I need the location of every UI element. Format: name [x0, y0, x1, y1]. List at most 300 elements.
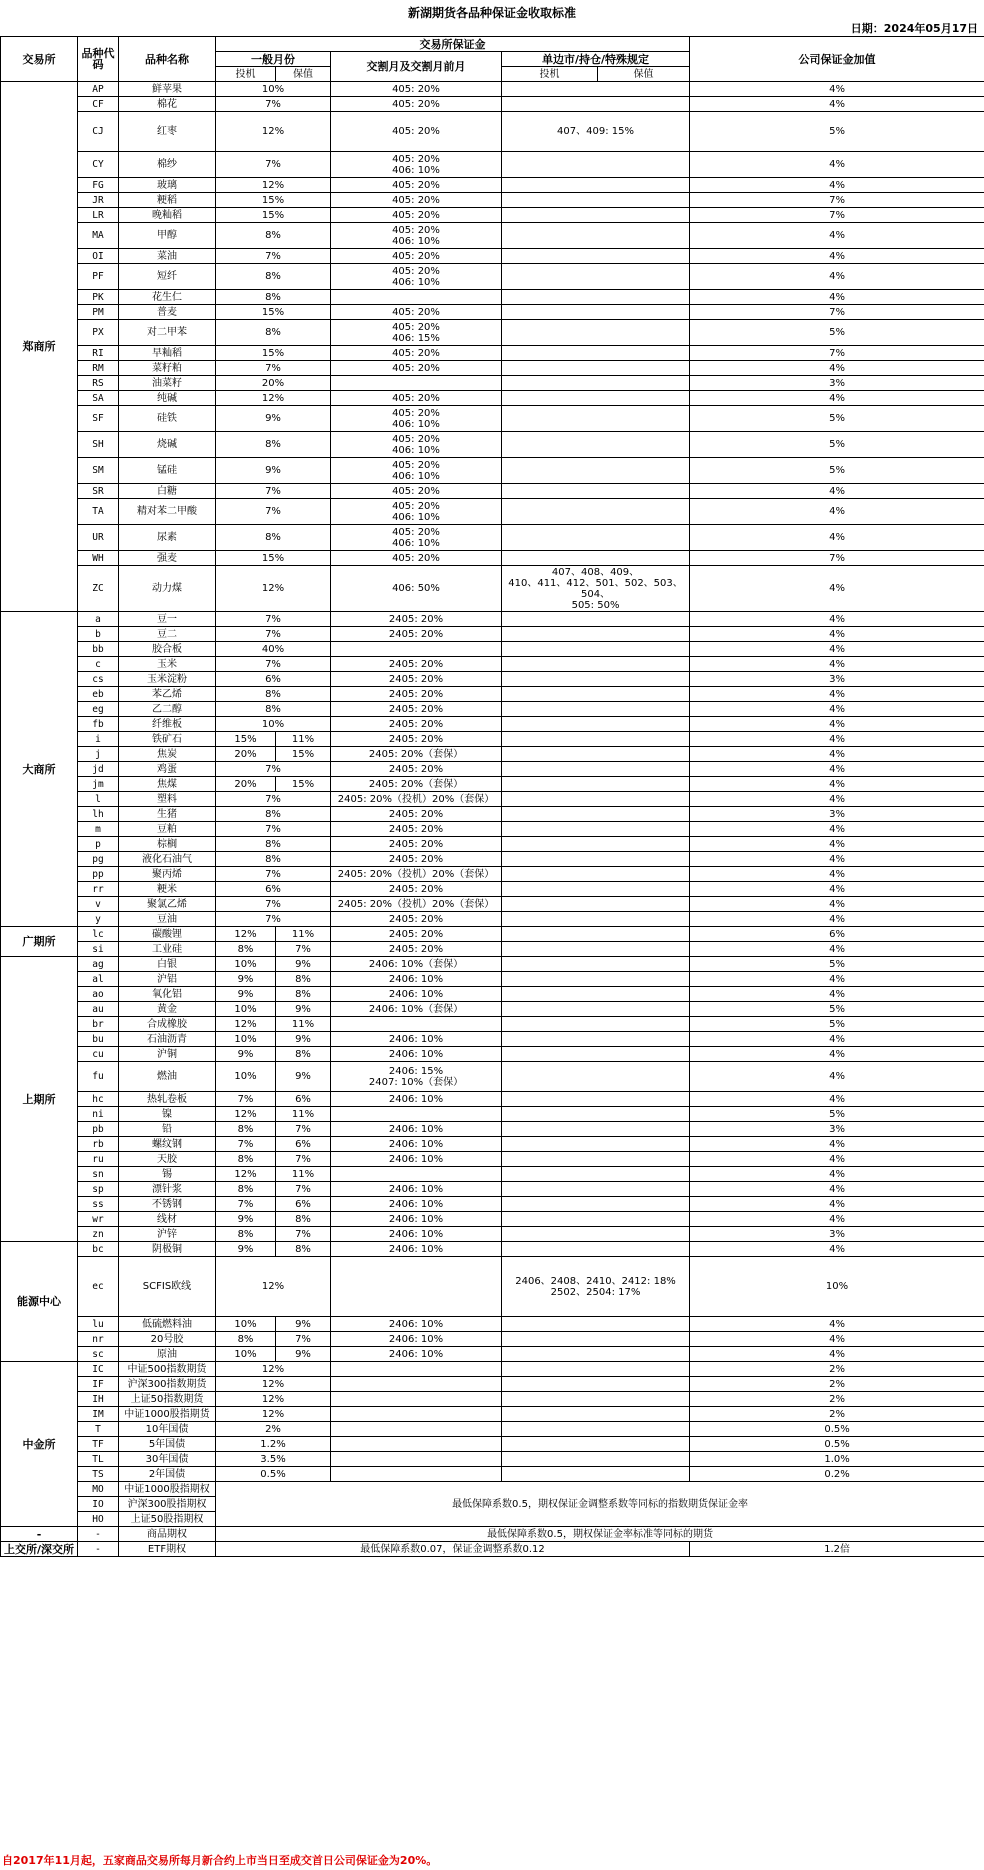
header-company-add: 公司保证金加值 [690, 37, 984, 82]
table-row [1, 1392, 984, 1407]
spec-margin: 15% [216, 305, 331, 320]
product-code: SA [78, 391, 119, 406]
product-name: 聚氯乙烯 [119, 897, 216, 912]
product-name: 棉纱 [119, 152, 216, 178]
delivery-line: 405: 20% [392, 250, 440, 262]
spec-margin: 7% [216, 792, 331, 807]
delivery-line: 406: 10% [392, 537, 440, 549]
product-code: p [78, 837, 119, 852]
product-code: TA [78, 499, 119, 525]
product-code: lu [78, 1317, 119, 1332]
product-name: 不锈钢 [119, 1197, 216, 1212]
product-code: nr [78, 1332, 119, 1347]
merged-rule: 最低保障系数0.5，期权保证金率标准等同标的期货 [216, 1527, 984, 1542]
delivery-margin [331, 627, 502, 642]
product-code: ru [78, 1152, 119, 1167]
company-add: 4% [690, 657, 984, 672]
special-rule [502, 1122, 690, 1137]
product-code: a [78, 612, 119, 627]
table-row [1, 1362, 984, 1377]
product-code: - [78, 1527, 119, 1542]
product-name: SCFIS欧线 [119, 1257, 216, 1317]
product-name: 粳米 [119, 882, 216, 897]
company-add: 4% [690, 1197, 984, 1212]
delivery-margin [331, 305, 502, 320]
company-add: 4% [690, 792, 984, 807]
product-name: 聚丙烯 [119, 867, 216, 882]
delivery-line: 406: 15% [392, 332, 440, 344]
spec-margin: 7% [216, 249, 331, 264]
delivery-margin [331, 672, 502, 687]
special-rule [502, 867, 690, 882]
delivery-line: 2405: 20% [388, 703, 444, 715]
special-rule [502, 987, 690, 1002]
product-name: 阴极铜 [119, 1242, 216, 1257]
special-rule [502, 1092, 690, 1107]
special-rule [502, 1392, 690, 1407]
table-row [1, 1242, 984, 1257]
special-rule [502, 972, 690, 987]
delivery-line: 2406: 10% [388, 973, 444, 985]
table-row [1, 432, 984, 458]
special-rule [502, 178, 690, 193]
spec-margin: 7% [216, 912, 331, 927]
special-rule [502, 792, 690, 807]
table-row [1, 551, 984, 566]
delivery-margin [331, 1362, 502, 1377]
product-name: 5年国债 [119, 1437, 216, 1452]
company-add: 5% [690, 458, 984, 484]
product-code: IC [78, 1362, 119, 1377]
product-name: 豆二 [119, 627, 216, 642]
delivery-line: 2406: 10% [388, 1183, 444, 1195]
product-name: 红枣 [119, 112, 216, 152]
delivery-line: 405: 20% [392, 433, 440, 445]
delivery-line: 2407: 10%（套保） [368, 1076, 464, 1088]
product-code: ni [78, 1107, 119, 1122]
footer-note: 自2017年11月起，五家商品交易所每月新合约上市当日至成交首日公司保证金为20%。 [2, 1854, 438, 1867]
spec-margin: 7% [216, 1092, 276, 1107]
special-rule [502, 208, 690, 223]
product-code: ao [78, 987, 119, 1002]
table-row [1, 1092, 984, 1107]
hedge-margin: 7% [276, 942, 331, 957]
spec-margin: 8% [216, 852, 331, 867]
product-name: 玉米淀粉 [119, 672, 216, 687]
delivery-margin [331, 1017, 502, 1032]
delivery-line: 2405: 20%（投机）20%（套保） [337, 868, 495, 880]
special-rule [502, 1242, 690, 1257]
hedge-margin: 11% [276, 1017, 331, 1032]
company-add: 4% [690, 1152, 984, 1167]
table-row [1, 1122, 984, 1137]
document-title: 新湖期货各品种保证金收取标准 [407, 6, 576, 20]
product-name: 豆一 [119, 612, 216, 627]
spec-margin: 15% [216, 193, 331, 208]
special-rule [502, 777, 690, 792]
company-add: 7% [690, 551, 984, 566]
product-code: TF [78, 1437, 119, 1452]
delivery-margin [331, 1392, 502, 1407]
product-code: PM [78, 305, 119, 320]
special-rule [502, 1002, 690, 1017]
product-code: CJ [78, 112, 119, 152]
company-add: 4% [690, 642, 984, 657]
special-rule [502, 1032, 690, 1047]
special-rule [502, 762, 690, 777]
hedge-margin: 7% [276, 1152, 331, 1167]
company-add: 4% [690, 152, 984, 178]
product-code: ZC [78, 566, 119, 612]
delivery-margin [331, 702, 502, 717]
delivery-margin [331, 1347, 502, 1362]
spec-margin: 8% [216, 687, 331, 702]
delivery-margin [331, 152, 502, 178]
special-rule [502, 747, 690, 762]
delivery-line: 405: 20% [392, 526, 440, 538]
hedge-margin: 6% [276, 1092, 331, 1107]
table-row [1, 1527, 984, 1542]
product-code: hc [78, 1092, 119, 1107]
product-code: i [78, 732, 119, 747]
table-row [1, 1107, 984, 1122]
product-code: sc [78, 1347, 119, 1362]
special-rule [502, 193, 690, 208]
delivery-margin [331, 1122, 502, 1137]
spec-margin: 7% [216, 1197, 276, 1212]
special-rule [502, 627, 690, 642]
spec-margin: 8% [216, 223, 331, 249]
table-row [1, 792, 984, 807]
product-name: 烧碱 [119, 432, 216, 458]
table-row [1, 97, 984, 112]
company-add: 5% [690, 406, 984, 432]
company-add: 4% [690, 1062, 984, 1092]
hedge-margin: 11% [276, 732, 331, 747]
table-row [1, 702, 984, 717]
company-add: 10% [690, 1257, 984, 1317]
delivery-line: 406: 10% [392, 511, 440, 523]
table-row [1, 1212, 984, 1227]
company-add: 4% [690, 1317, 984, 1332]
spec-margin: 8% [216, 264, 331, 290]
delivery-line: 2406: 10% [388, 1138, 444, 1150]
table-row [1, 687, 984, 702]
delivery-margin [331, 525, 502, 551]
spec-margin: 10% [216, 1032, 276, 1047]
delivery-margin [331, 376, 502, 391]
delivery-margin [331, 112, 502, 152]
delivery-margin [331, 249, 502, 264]
product-code: PK [78, 290, 119, 305]
product-name: 焦煤 [119, 777, 216, 792]
company-add: 4% [690, 732, 984, 747]
special-rule [502, 376, 690, 391]
header-hedge: 保值 [276, 67, 331, 82]
product-name: 菜油 [119, 249, 216, 264]
delivery-margin [331, 612, 502, 627]
delivery-line: 2405: 20% [388, 718, 444, 730]
product-code: au [78, 1002, 119, 1017]
spec-margin: 9% [216, 1242, 276, 1257]
delivery-margin [331, 458, 502, 484]
spec-margin: 20% [216, 747, 276, 762]
spec-margin: 15% [216, 208, 331, 223]
table-row [1, 1017, 984, 1032]
delivery-margin [331, 264, 502, 290]
delivery-margin [331, 777, 502, 792]
table-row [1, 822, 984, 837]
special-line: 407、408、409、 [551, 566, 640, 578]
table-row [1, 882, 984, 897]
product-code: FG [78, 178, 119, 193]
company-add: 4% [690, 612, 984, 627]
table-row [1, 566, 984, 612]
spec-margin: 9% [216, 1212, 276, 1227]
delivery-margin [331, 1377, 502, 1392]
table-row [1, 1452, 984, 1467]
product-code: fu [78, 1062, 119, 1092]
hedge-margin: 9% [276, 1032, 331, 1047]
hedge-margin: 9% [276, 1317, 331, 1332]
company-add: 7% [690, 305, 984, 320]
special-rule [502, 852, 690, 867]
product-code: IM [78, 1407, 119, 1422]
product-name: 乙二醇 [119, 702, 216, 717]
spec-margin: 3.5% [216, 1452, 331, 1467]
product-code: c [78, 657, 119, 672]
table-row [1, 1542, 984, 1557]
spec-margin: 7% [216, 657, 331, 672]
special-rule [502, 687, 690, 702]
product-name: 天胶 [119, 1152, 216, 1167]
product-name: 沪深300股指期权 [119, 1497, 216, 1512]
product-code: wr [78, 1212, 119, 1227]
delivery-margin [331, 391, 502, 406]
spec-margin: 12% [216, 391, 331, 406]
company-add: 4% [690, 1212, 984, 1227]
company-add: 0.2% [690, 1467, 984, 1482]
table-row [1, 1167, 984, 1182]
spec-margin: 8% [216, 702, 331, 717]
table-row [1, 82, 984, 97]
table-row [1, 612, 984, 627]
exchange-cell: - [1, 1527, 78, 1542]
company-add: 0.5% [690, 1422, 984, 1437]
delivery-line: 405: 20% [392, 500, 440, 512]
delivery-line: 2406: 10% [388, 1093, 444, 1105]
company-add: 4% [690, 223, 984, 249]
product-code: RM [78, 361, 119, 376]
delivery-line: 2405: 20% [388, 823, 444, 835]
product-name: 塑料 [119, 792, 216, 807]
delivery-margin [331, 551, 502, 566]
delivery-line: 2406: 10% [388, 988, 444, 1000]
spec-margin: 12% [216, 1407, 331, 1422]
product-name: 生猪 [119, 807, 216, 822]
company-add: 4% [690, 852, 984, 867]
special-rule [502, 458, 690, 484]
product-name: 锰硅 [119, 458, 216, 484]
delivery-line: 2405: 20% [388, 673, 444, 685]
special-line: 505: 50% [571, 599, 620, 611]
product-name: 焦炭 [119, 747, 216, 762]
product-code: ss [78, 1197, 119, 1212]
delivery-margin [331, 97, 502, 112]
table-row [1, 762, 984, 777]
hedge-margin: 6% [276, 1137, 331, 1152]
spec-margin: 10% [216, 1347, 276, 1362]
delivery-line: 405: 20% [392, 321, 440, 333]
delivery-margin [331, 290, 502, 305]
special-rule [502, 1347, 690, 1362]
spec-margin: 10% [216, 1062, 276, 1092]
product-code: SR [78, 484, 119, 499]
special-rule [502, 657, 690, 672]
delivery-line: 406: 10% [392, 418, 440, 430]
product-code: JR [78, 193, 119, 208]
spec-margin: 12% [216, 1377, 331, 1392]
table-row [1, 1377, 984, 1392]
delivery-line: 2406: 10%（套保） [368, 958, 464, 970]
company-add: 4% [690, 1137, 984, 1152]
spec-margin: 7% [216, 97, 331, 112]
product-name: 鸡蛋 [119, 762, 216, 777]
company-add: 4% [690, 1167, 984, 1182]
company-add: 4% [690, 391, 984, 406]
hedge-margin: 9% [276, 1062, 331, 1092]
product-code: eb [78, 687, 119, 702]
spec-margin: 7% [216, 762, 331, 777]
special-line: 410、411、412、501、502、503、504、 [508, 577, 683, 600]
spec-margin: 6% [216, 672, 331, 687]
spec-margin: 8% [216, 320, 331, 346]
delivery-line: 2406: 10% [388, 1123, 444, 1135]
company-add: 4% [690, 1032, 984, 1047]
product-name: 甲醇 [119, 223, 216, 249]
delivery-line: 2406: 10%（套保） [368, 1003, 464, 1015]
delivery-line: 406: 50% [392, 583, 440, 594]
company-add: 3% [690, 1122, 984, 1137]
product-name: 纯碱 [119, 391, 216, 406]
table-row [1, 1347, 984, 1362]
hedge-margin: 11% [276, 1167, 331, 1182]
company-add: 4% [690, 942, 984, 957]
company-add: 6% [690, 927, 984, 942]
product-name: 苯乙烯 [119, 687, 216, 702]
special-rule [502, 1332, 690, 1347]
delivery-line: 2405: 20% [388, 928, 444, 940]
spec-margin: 12% [216, 1392, 331, 1407]
delivery-line: 2405: 20%（套保） [368, 748, 464, 760]
product-name: 沪锌 [119, 1227, 216, 1242]
company-add: 5% [690, 112, 984, 152]
table-row [1, 807, 984, 822]
product-code: j [78, 747, 119, 762]
product-name: 合成橡胶 [119, 1017, 216, 1032]
product-name: 动力煤 [119, 566, 216, 612]
special-line: 2406、2408、2410、2412: 18% [515, 1275, 676, 1287]
delivery-margin [331, 320, 502, 346]
special-rule [502, 361, 690, 376]
product-code: TS [78, 1467, 119, 1482]
special-rule [502, 1422, 690, 1437]
spec-margin: 8% [216, 432, 331, 458]
delivery-margin [331, 223, 502, 249]
special-rule [502, 1317, 690, 1332]
delivery-margin [331, 1242, 502, 1257]
product-code: si [78, 942, 119, 957]
product-code: pg [78, 852, 119, 867]
merged-rule: 最低保障系数0.5，期权保证金调整系数等同标的指数期货保证金率 [216, 1482, 984, 1527]
table-row [1, 657, 984, 672]
header-name: 品种名称 [119, 37, 216, 82]
delivery-margin [331, 1182, 502, 1197]
special-rule [502, 732, 690, 747]
delivery-line: 405: 20% [392, 485, 440, 497]
delivery-margin [331, 942, 502, 957]
company-add: 7% [690, 208, 984, 223]
product-code: y [78, 912, 119, 927]
delivery-line: 406: 10% [392, 164, 440, 176]
company-add: 4% [690, 1332, 984, 1347]
company-add: 5% [690, 1017, 984, 1032]
company-add: 4% [690, 264, 984, 290]
delivery-margin [331, 361, 502, 376]
spec-margin: 7% [216, 499, 331, 525]
product-code: TL [78, 1452, 119, 1467]
hedge-margin: 8% [276, 972, 331, 987]
table-row [1, 642, 984, 657]
delivery-margin [331, 178, 502, 193]
exchange-cell: 中金所 [1, 1362, 78, 1527]
spec-margin: 12% [216, 112, 331, 152]
table-row [1, 747, 984, 762]
special-rule [502, 82, 690, 97]
delivery-line: 2405: 20% [388, 628, 444, 640]
delivery-margin [331, 717, 502, 732]
special-rule [502, 1062, 690, 1092]
spec-margin: 8% [216, 807, 331, 822]
delivery-line: 406: 10% [392, 470, 440, 482]
delivery-margin [331, 972, 502, 987]
margin-table [0, 36, 984, 1557]
table-row [1, 837, 984, 852]
special-rule [502, 223, 690, 249]
product-code: WH [78, 551, 119, 566]
product-code: ec [78, 1257, 119, 1317]
spec-margin: 20% [216, 376, 331, 391]
product-code: rr [78, 882, 119, 897]
special-rule [502, 672, 690, 687]
delivery-line: 2405: 20% [388, 853, 444, 865]
product-code: br [78, 1017, 119, 1032]
hedge-margin: 7% [276, 1332, 331, 1347]
delivery-line: 2406: 10% [388, 1348, 444, 1360]
product-name: 20号胶 [119, 1332, 216, 1347]
product-name: 精对苯二甲酸 [119, 499, 216, 525]
table-row [1, 112, 984, 152]
product-code: SH [78, 432, 119, 458]
company-add: 5% [690, 1107, 984, 1122]
delivery-line: 405: 20% [392, 459, 440, 471]
delivery-line: 405: 20% [392, 126, 440, 137]
product-code: eg [78, 702, 119, 717]
product-name: 30年国债 [119, 1452, 216, 1467]
spec-margin: 15% [216, 732, 276, 747]
company-add: 2% [690, 1377, 984, 1392]
table-row [1, 346, 984, 361]
